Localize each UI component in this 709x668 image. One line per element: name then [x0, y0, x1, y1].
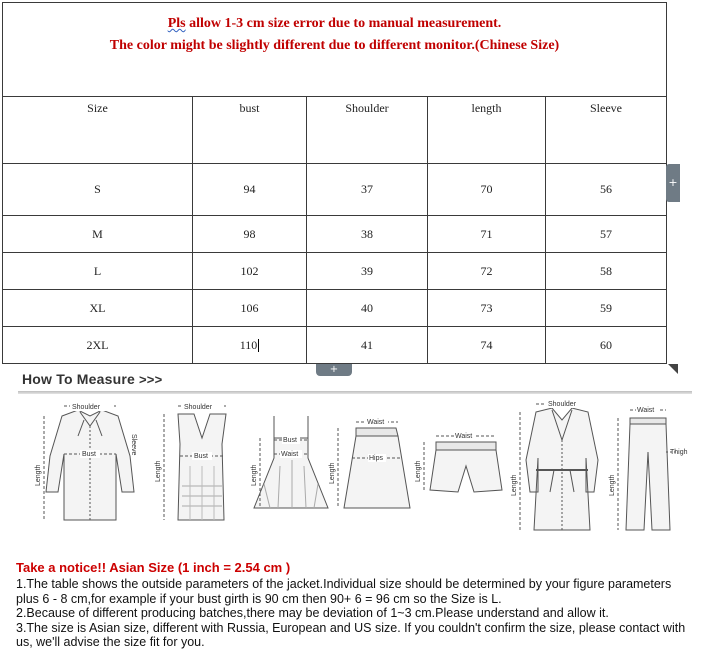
cell-shoulder[interactable]: 38: [307, 216, 428, 253]
text-cursor: [258, 339, 259, 352]
cell-bust-value: 110: [239, 337, 258, 352]
cell-size[interactable]: XL: [3, 290, 193, 327]
cell-bust[interactable]: 102: [193, 253, 307, 290]
how-to-measure-label: How To Measure: [22, 371, 136, 387]
cell-length[interactable]: 70: [428, 164, 546, 216]
hips-label: Hips: [369, 455, 384, 462]
cell-length[interactable]: 72: [428, 253, 546, 290]
cell-bust-active[interactable]: [193, 327, 307, 364]
header-length[interactable]: length: [428, 97, 546, 164]
sleeve-label: Sleeve: [130, 434, 137, 456]
notice-line-1-text: allow 1-3 cm size error due to manual measurement.: [185, 16, 502, 31]
waist-label: Waist: [455, 433, 473, 440]
notice-cell: [3, 3, 667, 97]
how-to-measure-title: [22, 371, 162, 387]
cell-bust[interactable]: 98: [193, 216, 307, 253]
strap-dress-icon: [251, 416, 328, 508]
length-label: Length: [155, 460, 162, 482]
bust-label: Bust: [82, 451, 97, 458]
cell-size[interactable]: S: [3, 164, 193, 216]
cell-length[interactable]: 71: [428, 216, 546, 253]
add-row-handle[interactable]: +: [316, 364, 352, 376]
size-chart-table: [2, 2, 667, 364]
long-sleeve-shirt-icon: [35, 402, 137, 520]
cell-size[interactable]: 2XL: [3, 327, 193, 364]
shorts-icon: [415, 432, 502, 492]
cell-sleeve[interactable]: 58: [546, 253, 667, 290]
length-label: Length: [415, 460, 422, 482]
thigh-label: Thigh: [670, 449, 688, 456]
header-size[interactable]: Size: [3, 97, 193, 164]
length-label: Length: [251, 464, 258, 486]
cell-shoulder[interactable]: 39: [307, 253, 428, 290]
waist-label: Waist: [367, 419, 385, 426]
shoulder-label: Shoulder: [72, 404, 101, 411]
note-item: 3.The size is Asian size, different with Russia, European and US size. If you couldn't confirm the size, please contact with us, we'll advise the size fit for you.: [16, 620, 686, 650]
trousers-icon: [609, 406, 688, 530]
notes-list: [16, 577, 696, 650]
note-item: 1.The table shows the outside parameters of the jacket.Individual size should be determined by your figure parameters plus 6 - 8 cm,for example if your bust girth is 90 cm then 90+ 6 = 96 cm so the Size is L.: [16, 577, 672, 606]
add-column-handle[interactable]: +: [666, 164, 680, 202]
table-row: [3, 327, 667, 364]
cell-length[interactable]: 74: [428, 327, 546, 364]
cell-shoulder[interactable]: 37: [307, 164, 428, 216]
skirt-icon: [329, 418, 410, 508]
garment-measure-diagram: [18, 396, 698, 546]
length-label: Length: [329, 462, 336, 484]
table-row: [3, 216, 667, 253]
cell-bust[interactable]: 106: [193, 290, 307, 327]
shoulder-label: Shoulder: [548, 401, 577, 408]
header-shoulder[interactable]: Shoulder: [307, 97, 428, 164]
cell-sleeve[interactable]: 60: [546, 327, 667, 364]
sleeveless-top-icon: [155, 402, 226, 520]
note-item: 2.Because of different producing batches,there may be deviation of 1~3 cm.Please understand and allow it.: [16, 606, 609, 621]
cell-sleeve[interactable]: 57: [546, 216, 667, 253]
header-bust[interactable]: bust: [193, 97, 307, 164]
chevrons-icon: >>>: [139, 372, 163, 387]
title-divider: [18, 391, 692, 394]
table-resize-handle[interactable]: [668, 364, 678, 374]
cell-size[interactable]: M: [3, 216, 193, 253]
length-label: Length: [609, 474, 616, 496]
cell-sleeve[interactable]: 56: [546, 164, 667, 216]
waist-label: Waist: [281, 451, 299, 458]
length-label: Length: [511, 474, 518, 496]
trench-coat-icon: [511, 399, 598, 530]
notice-pls: Pls: [167, 16, 186, 31]
notice-heading: Take a notice!! Asian Size (1 inch = 2.54 cm ): [16, 560, 291, 575]
cell-shoulder[interactable]: 41: [307, 327, 428, 364]
table-row: [3, 290, 667, 327]
table-header-row: [3, 97, 667, 164]
table-row: [3, 253, 667, 290]
notice-line-1: [3, 13, 666, 35]
cell-length[interactable]: 73: [428, 290, 546, 327]
notice-line-2: The color might be slightly different due to different monitor.(Chinese Size): [109, 38, 560, 53]
cell-bust[interactable]: 94: [193, 164, 307, 216]
cell-sleeve[interactable]: 59: [546, 290, 667, 327]
table-row: [3, 164, 667, 216]
bust-label: Bust: [283, 437, 298, 444]
waist-label: Waist: [637, 407, 655, 414]
cell-shoulder[interactable]: 40: [307, 290, 428, 327]
header-sleeve[interactable]: Sleeve: [546, 97, 667, 164]
shoulder-label: Shoulder: [184, 404, 213, 411]
bust-label: Bust: [194, 453, 209, 460]
length-label: Length: [35, 464, 42, 486]
cell-size[interactable]: L: [3, 253, 193, 290]
